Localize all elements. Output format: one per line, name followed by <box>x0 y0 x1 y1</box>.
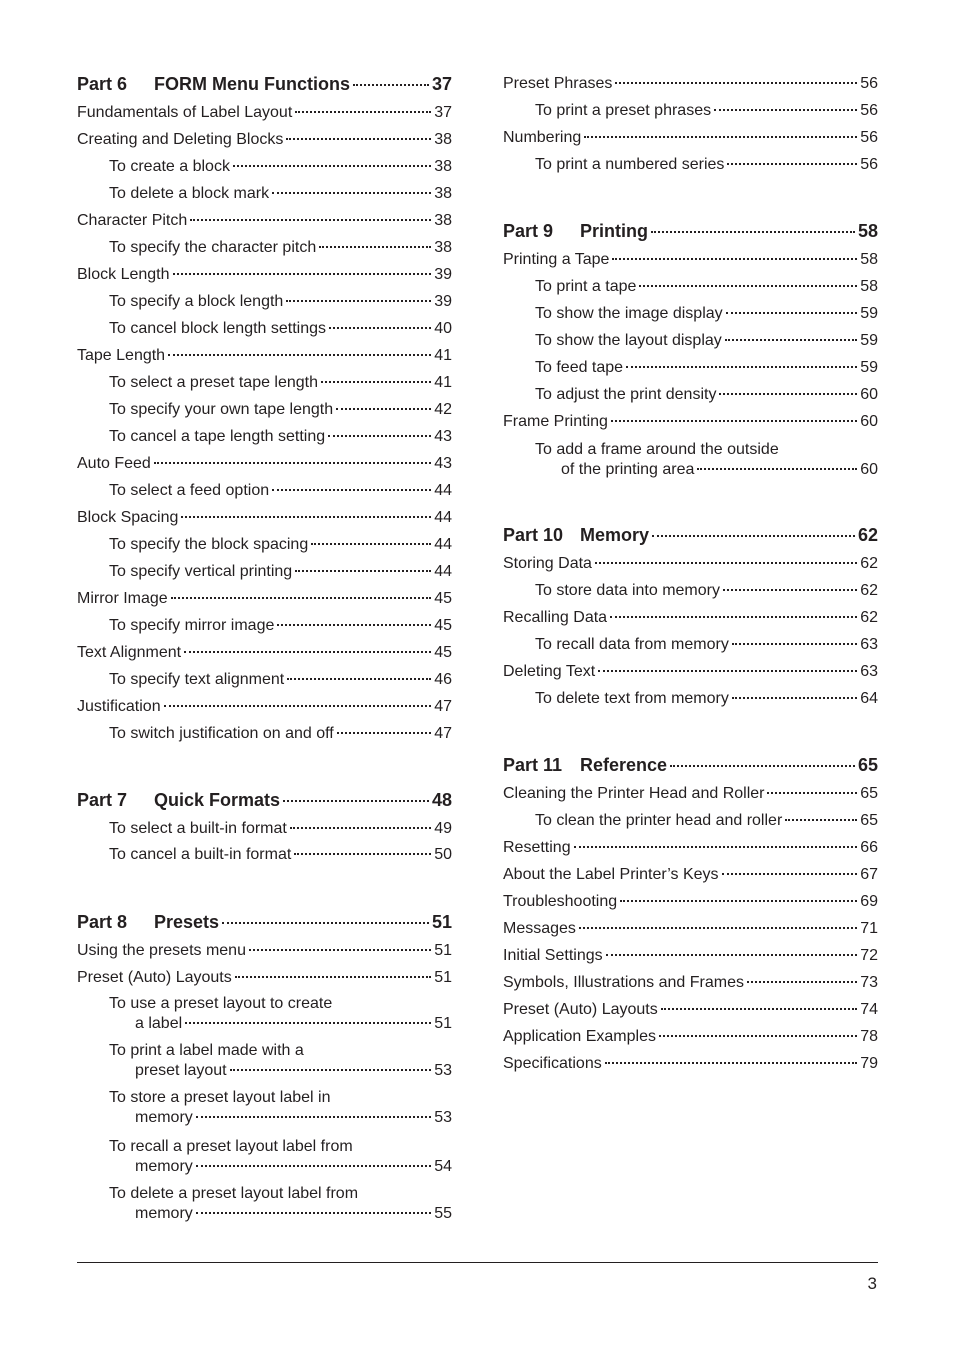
toc-entry-title: Symbols, Illustrations and Frames <box>503 974 744 991</box>
toc-entry-title-line1: To store a preset layout label in <box>109 1089 331 1106</box>
toc-entry-title-line1: To print a label made with a <box>109 1042 304 1059</box>
toc-entry-title: To print a tape <box>535 278 637 295</box>
toc-entry <box>503 838 878 857</box>
toc-entry-page: 72 <box>860 947 878 964</box>
toc-entry <box>503 919 878 938</box>
dot-leader <box>171 597 432 599</box>
dot-leader <box>287 678 431 680</box>
toc-entry-title: Text Alignment <box>77 644 182 661</box>
toc-entry-page: 39 <box>434 293 452 310</box>
toc-entry <box>503 608 878 627</box>
dot-leader <box>606 954 858 956</box>
toc-part-heading <box>77 73 452 95</box>
toc-entry-page: 38 <box>434 131 452 148</box>
dot-leader <box>605 1062 857 1064</box>
dot-leader <box>235 976 431 978</box>
dot-leader <box>574 846 858 848</box>
toc-entry-title <box>77 789 280 811</box>
dot-leader <box>611 420 857 422</box>
toc-entry-page: 45 <box>434 590 452 607</box>
toc-entry-page: 44 <box>434 509 452 526</box>
toc-entry <box>503 1000 878 1019</box>
part-number: Part 11 <box>503 755 563 775</box>
toc-entry-page: 41 <box>434 374 452 391</box>
toc-entry-title: Application Examples <box>503 1028 656 1045</box>
toc-entry <box>77 941 452 960</box>
toc-entry-page: 63 <box>860 636 878 653</box>
toc-entry-title: Troubleshooting <box>503 893 618 910</box>
toc-entry-title <box>503 754 667 776</box>
toc-entry-page: 51 <box>431 912 452 932</box>
dot-leader <box>723 589 857 591</box>
dot-leader <box>725 339 857 341</box>
dot-leader <box>196 1116 431 1118</box>
toc-entry-title: To cancel a tape length setting <box>109 428 326 445</box>
dot-leader <box>697 468 857 470</box>
toc-entry <box>535 581 878 600</box>
toc-entry-page: 67 <box>860 866 878 883</box>
toc-entry-page: 66 <box>860 839 878 856</box>
toc-entry <box>77 589 452 608</box>
dot-leader <box>294 853 431 855</box>
dot-leader <box>295 111 431 113</box>
dot-leader <box>785 819 857 821</box>
toc-entry-title-line2: a label <box>135 1015 183 1032</box>
toc-entry-title: To create a block <box>109 158 230 175</box>
dot-leader <box>620 900 857 902</box>
toc-entry-title: Mirror Image <box>77 590 168 607</box>
toc-entry-page: 59 <box>860 359 878 376</box>
toc-entry <box>503 128 878 147</box>
dot-leader <box>659 1035 857 1037</box>
dot-leader <box>732 643 857 645</box>
toc-entry <box>535 635 878 654</box>
dot-leader <box>290 827 431 829</box>
toc-entry <box>109 724 452 743</box>
toc-entry-page: 38 <box>434 239 452 256</box>
toc-entry-title: Using the presets menu <box>77 942 246 959</box>
toc-entry-page: 44 <box>434 563 452 580</box>
toc-entry-page: 65 <box>860 812 878 829</box>
toc-entry-title: Fundamentals of Label Layout <box>77 104 293 121</box>
toc-entry <box>109 819 452 838</box>
toc-entry-title: Tape Length <box>77 347 166 364</box>
toc-entry-page: 62 <box>857 525 878 545</box>
toc-entry-title: Recalling Data <box>503 609 608 626</box>
toc-entry <box>109 670 452 689</box>
toc-entry-title: To store data into memory <box>535 582 720 599</box>
dot-leader <box>337 732 431 734</box>
toc-entry-page: 58 <box>857 221 878 241</box>
toc-entry <box>109 427 452 446</box>
dot-leader <box>722 873 858 875</box>
dot-leader <box>584 136 857 138</box>
toc-entry-title: Cleaning the Printer Head and Roller <box>503 785 765 802</box>
toc-entry-page: 63 <box>860 663 878 680</box>
toc-entry-title: To specify the block spacing <box>109 536 309 553</box>
toc-part-heading <box>503 220 878 242</box>
toc-entry-title: To show the image display <box>535 305 723 322</box>
toc-entry-title: To specify text alignment <box>109 671 285 688</box>
toc-part-heading <box>77 911 452 933</box>
toc-entry <box>535 689 878 708</box>
dot-leader <box>747 981 857 983</box>
toc-entry-title: Messages <box>503 920 576 937</box>
toc-entry-title: To cancel a built-in format <box>109 846 292 863</box>
toc-entry-title: To delete a block mark <box>109 185 270 202</box>
dot-leader <box>190 219 431 221</box>
part-title: Presets <box>154 912 220 932</box>
toc-entry-page: 58 <box>860 278 878 295</box>
toc-entry-page: 41 <box>434 347 452 364</box>
toc-entry <box>77 103 452 122</box>
toc-entry-title-line1: To use a preset layout to create <box>109 995 333 1012</box>
toc-entry-title: Character Pitch <box>77 212 188 229</box>
dot-leader <box>164 705 432 707</box>
toc-entry <box>503 250 878 269</box>
dot-leader <box>612 258 857 260</box>
toc-entry-page: 44 <box>434 536 452 553</box>
toc-entry <box>77 265 452 284</box>
toc-entry-line2 <box>109 1061 452 1081</box>
toc-entry <box>503 74 878 93</box>
toc-entry-title: Specifications <box>503 1055 602 1072</box>
toc-entry-page: 45 <box>434 644 452 661</box>
toc-entry-title: Preset (Auto) Layouts <box>503 1001 658 1018</box>
toc-entry <box>77 643 452 662</box>
dot-leader <box>615 82 857 84</box>
toc-entry-page: 42 <box>434 401 452 418</box>
dot-leader <box>652 535 855 537</box>
toc-entry <box>109 157 452 176</box>
toc-entry <box>503 865 878 884</box>
part-number: Part 6 <box>77 74 128 94</box>
dot-leader <box>727 163 857 165</box>
toc-entry-title <box>503 524 649 546</box>
dot-leader <box>651 231 855 233</box>
part-title: Quick Formats <box>154 790 281 810</box>
toc-entry-line2 <box>535 460 878 480</box>
toc-entry-page: 56 <box>860 129 878 146</box>
toc-entry <box>77 508 452 527</box>
toc-entry-page: 51 <box>434 969 452 986</box>
toc-entry-page: 43 <box>434 428 452 445</box>
toc-entry-title: To switch justification on and off <box>109 725 334 742</box>
dot-leader <box>595 562 857 564</box>
toc-entry-title-line1: To recall a preset layout label from <box>109 1138 353 1155</box>
dot-leader <box>714 109 857 111</box>
toc-entry <box>109 562 452 581</box>
toc-part-heading <box>503 754 878 776</box>
toc-entry-title: To show the layout display <box>535 332 722 349</box>
dot-leader <box>767 792 857 794</box>
toc-entry <box>77 130 452 149</box>
part-title: FORM Menu Functions <box>154 74 350 94</box>
dot-leader <box>670 765 855 767</box>
toc-entry-page: 39 <box>434 266 452 283</box>
dot-leader <box>249 949 431 951</box>
toc-entry <box>77 346 452 365</box>
toc-entry <box>503 784 878 803</box>
toc-entry-title: Initial Settings <box>503 947 603 964</box>
toc-entry-line2 <box>109 1157 452 1177</box>
toc-entry <box>109 1137 452 1177</box>
toc-entry <box>503 554 878 573</box>
toc-entry-page: 65 <box>857 755 878 775</box>
dot-leader <box>719 393 857 395</box>
toc-entry <box>503 412 878 431</box>
toc-entry <box>109 845 452 864</box>
toc-entry-page: 62 <box>860 609 878 626</box>
toc-entry-page: 45 <box>434 617 452 634</box>
toc-entry <box>535 385 878 404</box>
toc-entry-page: 79 <box>860 1055 878 1072</box>
toc-entry-title: Preset Phrases <box>503 75 613 92</box>
toc-entry-page: 56 <box>860 75 878 92</box>
dot-leader <box>579 927 857 929</box>
dot-leader <box>336 408 431 410</box>
toc-entry <box>503 1054 878 1073</box>
toc-entry-page: 48 <box>431 790 452 810</box>
toc-entry-page: 50 <box>434 846 452 863</box>
toc-entry-title: To adjust the print density <box>535 386 717 403</box>
toc-entry-page: 64 <box>860 690 878 707</box>
toc-entry-page: 49 <box>434 820 452 837</box>
toc-entry <box>503 662 878 681</box>
toc-entry <box>109 373 452 392</box>
dot-leader <box>181 516 431 518</box>
toc-entry-page: 53 <box>434 1109 452 1126</box>
toc-entry-page: 43 <box>434 455 452 472</box>
toc-entry-page: 60 <box>860 413 878 430</box>
toc-entry-title: To select a preset tape length <box>109 374 319 391</box>
toc-entry-page: 62 <box>860 555 878 572</box>
toc-part-heading <box>503 524 878 546</box>
toc-entry-line2 <box>109 1108 452 1128</box>
toc-entry <box>77 968 452 987</box>
toc-entry-title-line2: memory <box>135 1205 193 1222</box>
toc-entry-title: Auto Feed <box>77 455 151 472</box>
part-number: Part 7 <box>77 790 128 810</box>
part-title: Memory <box>580 525 650 545</box>
toc-entry <box>109 616 452 635</box>
footer-rule <box>77 1262 878 1263</box>
dot-leader <box>610 616 857 618</box>
toc-entry-title: Numbering <box>503 129 582 146</box>
toc-entry-title: Deleting Text <box>503 663 596 680</box>
toc-entry-title-line2: of the printing area <box>561 461 695 478</box>
toc-entry-title: To specify your own tape length <box>109 401 334 418</box>
toc-entry-title: Block Length <box>77 266 170 283</box>
toc-entry-page: 40 <box>434 320 452 337</box>
toc-entry-title: About the Label Printer’s Keys <box>503 866 719 883</box>
toc-entry-page: 60 <box>860 461 878 478</box>
part-number: Part 8 <box>77 912 128 932</box>
dot-leader <box>168 354 431 356</box>
toc-entry-title: To cancel block length settings <box>109 320 327 337</box>
toc-entry-page: 58 <box>860 251 878 268</box>
dot-leader <box>277 624 431 626</box>
toc-entry-title <box>77 73 350 95</box>
toc-entry <box>535 331 878 350</box>
dot-leader <box>661 1008 857 1010</box>
toc-entry-page: 51 <box>434 1015 452 1032</box>
toc-entry-title-line2: preset layout <box>135 1062 227 1079</box>
toc-entry <box>535 304 878 323</box>
toc-entry-title <box>77 911 219 933</box>
toc-entry <box>109 238 452 257</box>
toc-entry <box>503 946 878 965</box>
toc-entry-page: 71 <box>860 920 878 937</box>
toc-entry-title: Block Spacing <box>77 509 179 526</box>
toc-entry-title: Frame Printing <box>503 413 608 430</box>
toc-entry <box>535 101 878 120</box>
toc-entry <box>109 1041 452 1081</box>
toc-entry-page: 60 <box>860 386 878 403</box>
part-title: Printing <box>580 221 648 241</box>
toc-entry-page: 47 <box>434 725 452 742</box>
toc-entry-page: 37 <box>434 104 452 121</box>
toc-entry-page: 53 <box>434 1062 452 1079</box>
part-title: Reference <box>580 755 668 775</box>
part-number: Part 9 <box>503 221 554 241</box>
dot-leader <box>626 366 857 368</box>
toc-entry <box>77 454 452 473</box>
toc-entry-page: 74 <box>860 1001 878 1018</box>
toc-entry <box>109 400 452 419</box>
toc-entry-page: 55 <box>434 1205 452 1222</box>
dot-leader <box>222 922 429 924</box>
dot-leader <box>319 246 431 248</box>
toc-entry-title: To select a feed option <box>109 482 270 499</box>
toc-entry <box>535 277 878 296</box>
dot-leader <box>185 1022 431 1024</box>
toc-entry-page: 59 <box>860 305 878 322</box>
toc-entry-page: 56 <box>860 102 878 119</box>
toc-entry <box>109 481 452 500</box>
toc-entry-page: 73 <box>860 974 878 991</box>
dot-leader <box>230 1069 432 1071</box>
toc-entry-title: Printing a Tape <box>503 251 610 268</box>
toc-entry-title-line1: To delete a preset layout label from <box>109 1185 359 1202</box>
toc-entry-page: 51 <box>434 942 452 959</box>
dot-leader <box>732 697 857 699</box>
dot-leader <box>329 327 431 329</box>
toc-entry <box>109 184 452 203</box>
toc-entry <box>77 697 452 716</box>
toc-entry-title: Storing Data <box>503 555 592 572</box>
dot-leader <box>328 435 431 437</box>
dot-leader <box>196 1165 431 1167</box>
dot-leader <box>272 489 431 491</box>
toc-entry-title: To recall data from memory <box>535 636 729 653</box>
toc-entry-title: Creating and Deleting Blocks <box>77 131 284 148</box>
toc-entry-title: To specify a block length <box>109 293 284 310</box>
toc-entry-page: 47 <box>434 698 452 715</box>
dot-leader <box>233 165 431 167</box>
dot-leader <box>353 84 429 86</box>
toc-entry-title: Justification <box>77 698 161 715</box>
toc-entry <box>535 811 878 830</box>
toc-entry-page: 44 <box>434 482 452 499</box>
toc-entry-page: 69 <box>860 893 878 910</box>
toc-entry-title: To feed tape <box>535 359 624 376</box>
dot-leader <box>286 138 431 140</box>
toc-entry-title <box>503 220 648 242</box>
toc-entry <box>535 155 878 174</box>
dot-leader <box>598 670 857 672</box>
toc-entry-title: To select a built-in format <box>109 820 287 837</box>
toc-entry-page: 62 <box>860 582 878 599</box>
dot-leader <box>311 543 431 545</box>
toc-entry <box>109 994 452 1034</box>
toc-entry-line2 <box>109 1014 452 1034</box>
toc-entry-title: To delete text from memory <box>535 690 729 707</box>
toc-entry-page: 78 <box>860 1028 878 1045</box>
toc-entry-page: 38 <box>434 158 452 175</box>
toc-entry <box>109 319 452 338</box>
toc-entry-page: 59 <box>860 332 878 349</box>
toc-entry-page: 38 <box>434 212 452 229</box>
dot-leader <box>726 312 858 314</box>
toc-entry <box>109 1088 452 1128</box>
toc-entry-title-line2: memory <box>135 1158 193 1175</box>
toc-entry <box>503 973 878 992</box>
toc-part-heading <box>77 789 452 811</box>
toc-entry-title: To clean the printer head and roller <box>535 812 783 829</box>
dot-leader <box>639 285 857 287</box>
dot-leader <box>184 651 431 653</box>
toc-entry <box>109 535 452 554</box>
toc-entry-title: To print a preset phrases <box>535 102 712 119</box>
toc-entry-title: Resetting <box>503 839 571 856</box>
toc-entry <box>109 1184 452 1224</box>
part-number: Part 10 <box>503 525 564 545</box>
dot-leader <box>321 381 431 383</box>
toc-entry <box>109 292 452 311</box>
toc-entry-page: 54 <box>434 1158 452 1175</box>
toc-entry <box>535 358 878 377</box>
toc-entry-page: 37 <box>431 74 452 94</box>
toc-entry-line2 <box>109 1204 452 1224</box>
toc-entry <box>503 892 878 911</box>
toc-entry-page: 46 <box>434 671 452 688</box>
dot-leader <box>173 273 432 275</box>
toc-entry-page: 65 <box>860 785 878 802</box>
toc-entry-title: To specify vertical printing <box>109 563 293 580</box>
toc-entry-title: To specify the character pitch <box>109 239 317 256</box>
page-number: 3 <box>867 1274 877 1293</box>
toc-entry-title: To print a numbered series <box>535 156 725 173</box>
dot-leader <box>295 570 431 572</box>
toc-entry-title-line1: To add a frame around the outside <box>535 441 779 458</box>
dot-leader <box>196 1212 431 1214</box>
toc-entry <box>77 211 452 230</box>
toc-entry-title-line2: memory <box>135 1109 193 1126</box>
toc-entry-page: 56 <box>860 156 878 173</box>
dot-leader <box>272 192 431 194</box>
toc-entry-title: Preset (Auto) Layouts <box>77 969 232 986</box>
dot-leader <box>286 300 431 302</box>
toc-entry-title: To specify mirror image <box>109 617 275 634</box>
toc-entry-page: 38 <box>434 185 452 202</box>
toc-entry <box>503 1027 878 1046</box>
toc-entry <box>535 440 878 480</box>
dot-leader <box>154 462 431 464</box>
dot-leader <box>283 800 429 802</box>
